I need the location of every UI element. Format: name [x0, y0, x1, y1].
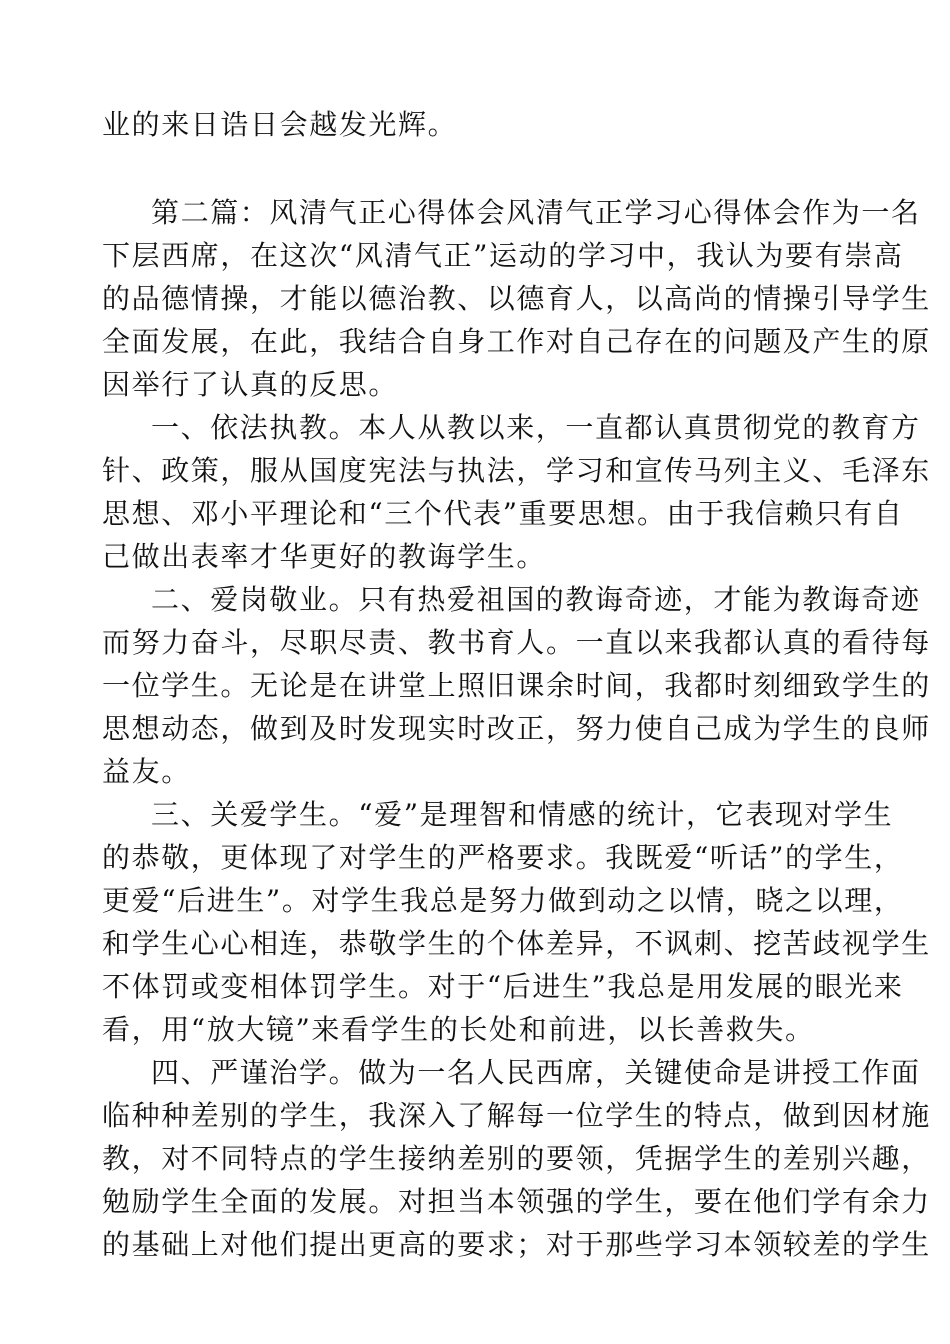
text-line: 第二篇：风清气正心得体会风清气正学习心得体会作为一名	[151, 196, 921, 229]
text-line: 和学生心心相连，恭敬学生的个体差异，不讽刺、挖苦歧视学生	[102, 927, 931, 960]
text-line: 的品德情操，才能以德治教、以德育人，以高尚的情操引导学生	[102, 282, 931, 315]
text-line: 看，用“放大镜”来看学生的长处和前进，以长善救失。	[102, 1013, 815, 1046]
text-line: 业的来日诰日会越发光辉。	[102, 108, 458, 141]
text-line: 一、依法执教。本人从教以来，一直都认真贯彻党的教育方	[151, 411, 921, 444]
text-line: 三、关爱学生。“爱”是理智和情感的统计，它表现对学生	[151, 798, 894, 831]
text-line: 不体罚或变相体罚学生。对于“后进生”我总是用发展的眼光来	[102, 970, 904, 1003]
text-line: 的恭敬，更体现了对学生的严格要求。我既爱“听话”的学生，	[102, 841, 904, 874]
text-line: 己做出表率才华更好的教诲学生。	[102, 540, 547, 573]
text-line: 四、严谨治学。做为一名人民西席，关键使命是讲授工作面	[151, 1056, 921, 1089]
text-line: 勉励学生全面的发展。对担当本领强的学生，要在他们学有余力	[102, 1185, 931, 1218]
text-line: 二、爱岗敬业。只有热爱祖国的教诲奇迹，才能为教诲奇迹	[151, 583, 921, 616]
text-line: 因举行了认真的反思。	[102, 368, 399, 401]
text-line: 临种种差别的学生，我深入了解每一位学生的特点，做到因材施	[102, 1099, 931, 1132]
text-line: 下层西席，在这次“风清气正”运动的学习中，我认为要有崇高	[102, 239, 904, 272]
text-line: 的基础上对他们提出更高的要求；对于那些学习本领较差的学生	[102, 1228, 931, 1261]
text-line: 更爱“后进生”。对学生我总是努力做到动之以情，晓之以理，	[102, 884, 904, 917]
text-line: 针、政策，服从国度宪法与执法，学习和宣传马列主义、毛泽东	[102, 454, 931, 487]
text-line: 一位学生。无论是在讲堂上照旧课余时间，我都时刻细致学生的	[102, 669, 931, 702]
text-line: 益友。	[102, 755, 191, 788]
text-line: 而努力奋斗，尽职尽责、教书育人。一直以来我都认真的看待每	[102, 626, 931, 659]
text-line: 教，对不同特点的学生接纳差别的要领，凭据学生的差别兴趣，	[102, 1142, 931, 1175]
text-line: 全面发展，在此，我结合自身工作对自己存在的问题及产生的原	[102, 325, 931, 358]
text-line: 思想动态，做到及时发现实时改正，努力使自己成为学生的良师	[102, 712, 931, 745]
text-line: 思想、邓小平理论和“三个代表”重要思想。由于我信赖只有自	[102, 497, 904, 530]
